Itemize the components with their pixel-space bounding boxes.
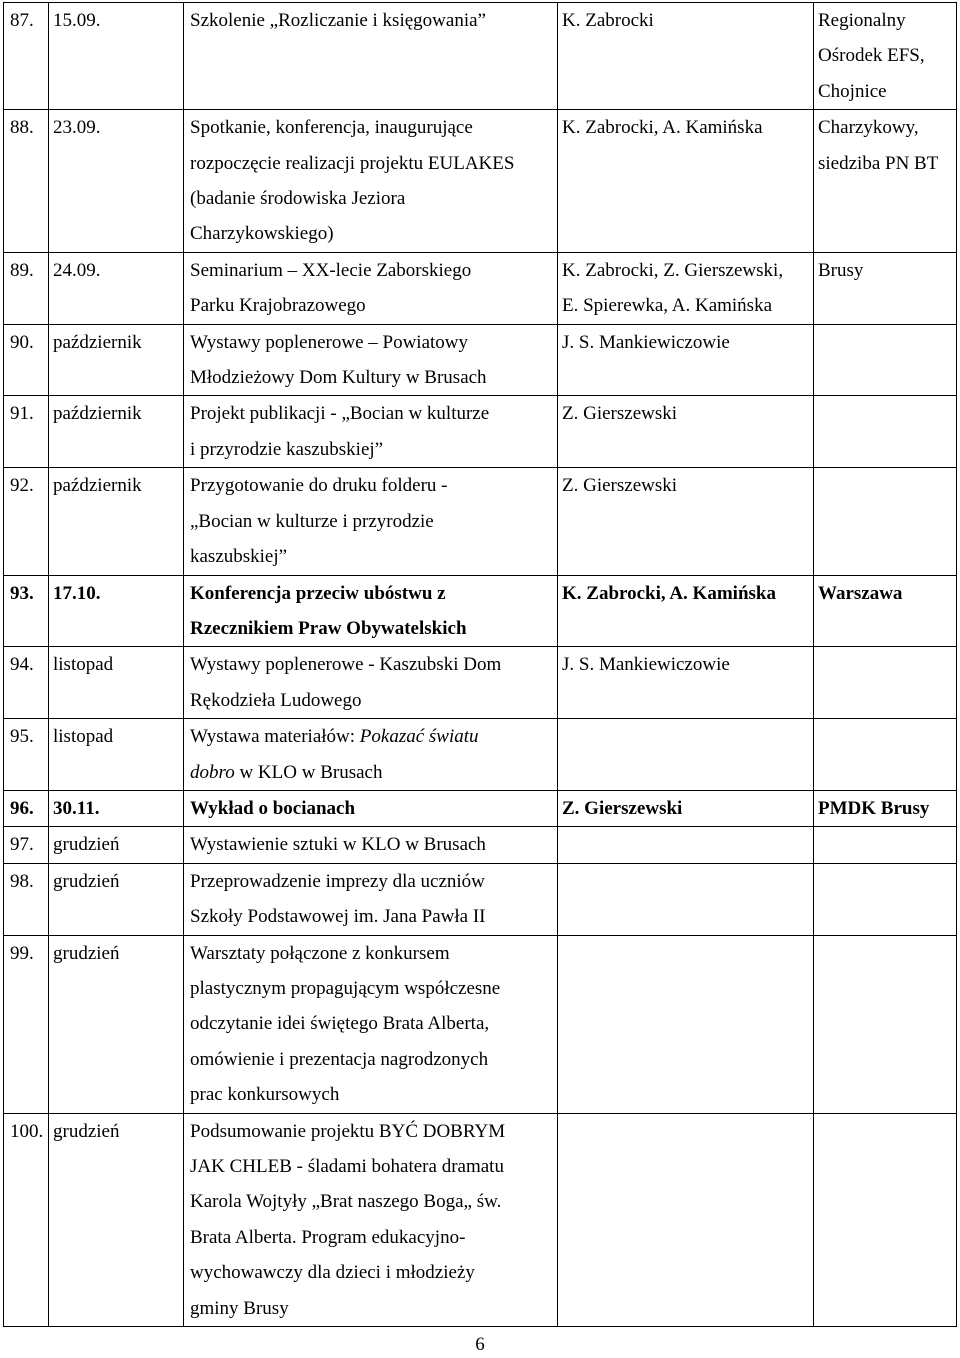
title-line: „Bocian w kulturze i przyrodzie <box>190 510 434 532</box>
title-line <box>190 755 557 790</box>
row-people <box>558 396 814 468</box>
place-line: Charzykowy, <box>818 117 919 139</box>
row-date: 24.09. <box>49 252 184 324</box>
row-number: 97. <box>4 827 49 863</box>
page-number: 6 <box>475 1334 485 1355</box>
people-line: Z. Gierszewski <box>562 403 678 425</box>
row-number: 92. <box>4 468 49 575</box>
row-date: 17.10. <box>49 575 184 647</box>
row-place <box>814 935 957 1113</box>
row-title <box>184 827 558 863</box>
row-people <box>558 468 814 575</box>
title-line: Wykład o bocianach <box>190 797 356 819</box>
title-italic-text: Pokazać światu <box>359 726 479 748</box>
table-row <box>4 468 957 575</box>
row-people <box>558 827 814 863</box>
people-line: K. Zabrocki, A. Kamińska <box>562 582 776 604</box>
row-date: październik <box>49 396 184 468</box>
table-row <box>4 863 957 935</box>
title-line: omówienie i prezentacja nagrodzonych <box>190 1048 489 1070</box>
row-people <box>558 324 814 396</box>
title-line: Charzykowskiego) <box>190 223 334 245</box>
table-row <box>4 575 957 647</box>
title-line: plastycznym propagującym współczesne <box>190 977 501 999</box>
title-line: wychowawczy dla dzieci i młodzieży <box>190 1262 475 1284</box>
row-title <box>184 396 558 468</box>
row-people <box>558 790 814 826</box>
row-people <box>558 575 814 647</box>
title-line: Szkoły Podstawowej im. Jana Pawła II <box>190 906 486 928</box>
title-line: rozpoczęcie realizacji projektu EULAKES <box>190 152 515 174</box>
row-date: 23.09. <box>49 110 184 253</box>
row-place <box>814 790 957 826</box>
title-line: i przyrodzie kaszubskiej” <box>190 438 384 460</box>
row-title <box>184 3 558 110</box>
activities-table-body <box>4 3 957 1327</box>
title-line: (badanie środowiska Jeziora <box>190 188 406 210</box>
row-place <box>814 3 957 110</box>
row-number: 100. <box>4 1113 49 1326</box>
people-line: K. Zabrocki, A. Kamińska <box>562 117 763 139</box>
people-line: K. Zabrocki, Z. Gierszewski, <box>562 259 784 281</box>
row-place <box>814 575 957 647</box>
row-title <box>184 935 558 1113</box>
row-place <box>814 827 957 863</box>
people-line: K. Zabrocki <box>562 10 654 31</box>
row-people <box>558 1113 814 1326</box>
table-row <box>4 647 957 719</box>
title-line: Seminarium – XX-lecie Zaborskiego <box>190 259 472 281</box>
title-line: gminy Brusy <box>190 1297 289 1319</box>
table-row <box>4 827 957 863</box>
activities-table <box>3 2 957 1327</box>
place-line: Warszawa <box>818 582 903 604</box>
title-line: Warsztaty połączone z konkursem <box>190 942 450 964</box>
title-line: Przeprowadzenie imprezy dla uczniów <box>190 870 485 892</box>
place-line: PMDK Brusy <box>818 797 930 819</box>
row-date: grudzień <box>49 935 184 1113</box>
table-row <box>4 719 957 791</box>
row-date: grudzień <box>49 863 184 935</box>
table-row <box>4 324 957 396</box>
title-text: Wystawa materiałów: <box>190 726 360 748</box>
row-title <box>184 575 558 647</box>
people-line: Z. Gierszewski <box>562 475 678 497</box>
title-line: Przygotowanie do druku folderu - <box>190 475 448 497</box>
title-line: Młodzieżowy Dom Kultury w Brusach <box>190 367 487 389</box>
table-row <box>4 1113 957 1326</box>
row-number: 98. <box>4 863 49 935</box>
row-date: październik <box>49 324 184 396</box>
row-number: 90. <box>4 324 49 396</box>
row-people <box>558 3 814 110</box>
table-row <box>4 935 957 1113</box>
row-place <box>814 252 957 324</box>
title-line: Spotkanie, konferencja, inaugurujące <box>190 117 473 139</box>
row-people <box>558 863 814 935</box>
title-line: Wystawienie sztuki w KLO w Brusach <box>190 834 486 856</box>
people-line: J. S. Mankiewiczowie <box>562 331 730 353</box>
row-date: listopad <box>49 647 184 719</box>
row-title <box>184 252 558 324</box>
people-line: Z. Gierszewski <box>562 797 683 819</box>
row-place <box>814 468 957 575</box>
title-line: JAK CHLEB - śladami bohatera dramatu <box>190 1156 504 1177</box>
row-number: 87. <box>4 3 49 110</box>
row-number: 96. <box>4 790 49 826</box>
table-row <box>4 3 957 110</box>
title-line: kaszubskiej” <box>190 546 288 568</box>
place-line: siedziba PN BT <box>818 152 939 174</box>
title-line: Konferencja przeciw ubóstwu z <box>190 582 446 604</box>
title-italic-text: dobro <box>190 761 235 783</box>
title-line <box>190 719 557 754</box>
row-people <box>558 110 814 253</box>
row-people <box>558 252 814 324</box>
row-people <box>558 719 814 791</box>
row-title <box>184 110 558 253</box>
row-number: 94. <box>4 647 49 719</box>
row-title <box>184 1113 558 1326</box>
row-place <box>814 719 957 791</box>
row-place <box>814 324 957 396</box>
table-row <box>4 396 957 468</box>
row-title <box>184 719 558 791</box>
title-line: Projekt publikacji - „Bocian w kulturze <box>190 403 490 425</box>
table-row <box>4 790 957 826</box>
row-number: 95. <box>4 719 49 791</box>
row-place <box>814 647 957 719</box>
row-place <box>814 1113 957 1326</box>
title-line: odczytanie idei świętego Brata Alberta, <box>190 1013 490 1035</box>
title-line: Wystawy poplenerowe – Powiatowy <box>190 331 468 353</box>
row-people <box>558 647 814 719</box>
place-line: Ośrodek EFS, <box>818 45 925 67</box>
row-number: 88. <box>4 110 49 253</box>
row-date: grudzień <box>49 1113 184 1326</box>
row-title <box>184 468 558 575</box>
row-number: 91. <box>4 396 49 468</box>
row-title <box>184 647 558 719</box>
place-line: Brusy <box>818 259 864 281</box>
place-line: Chojnice <box>818 80 887 102</box>
row-title <box>184 863 558 935</box>
row-date: listopad <box>49 719 184 791</box>
row-number: 89. <box>4 252 49 324</box>
title-line: prac konkursowych <box>190 1084 340 1106</box>
row-date: grudzień <box>49 827 184 863</box>
row-title <box>184 790 558 826</box>
row-number: 99. <box>4 935 49 1113</box>
title-text: w KLO w Brusach <box>234 761 383 783</box>
row-date: 30.11. <box>49 790 184 826</box>
row-date: 15.09. <box>49 3 184 110</box>
title-line: Brata Alberta. Program edukacyjno- <box>190 1226 466 1248</box>
title-line: Rzecznikiem Praw Obywatelskich <box>190 617 467 639</box>
title-line: Rękodzieła Ludowego <box>190 689 362 711</box>
title-line: Parku Krajobrazowego <box>190 295 366 317</box>
row-place <box>814 396 957 468</box>
title-line: Wystawy poplenerowe - Kaszubski Dom <box>190 654 502 676</box>
table-row <box>4 110 957 253</box>
title-line: Karola Wojtyły „Brat naszego Boga„ św. <box>190 1191 502 1213</box>
row-people <box>558 935 814 1113</box>
people-line: J. S. Mankiewiczowie <box>562 654 730 676</box>
row-title <box>184 324 558 396</box>
place-line: Regionalny <box>818 10 906 31</box>
row-place <box>814 110 957 253</box>
row-number: 93. <box>4 575 49 647</box>
row-date: październik <box>49 468 184 575</box>
people-line: E. Spierewka, A. Kamińska <box>562 295 773 317</box>
title-line: Szkolenie „Rozliczanie i księgowania” <box>190 10 486 31</box>
row-place <box>814 863 957 935</box>
table-row <box>4 252 957 324</box>
title-line: Podsumowanie projektu BYĆ DOBRYM <box>190 1120 506 1142</box>
